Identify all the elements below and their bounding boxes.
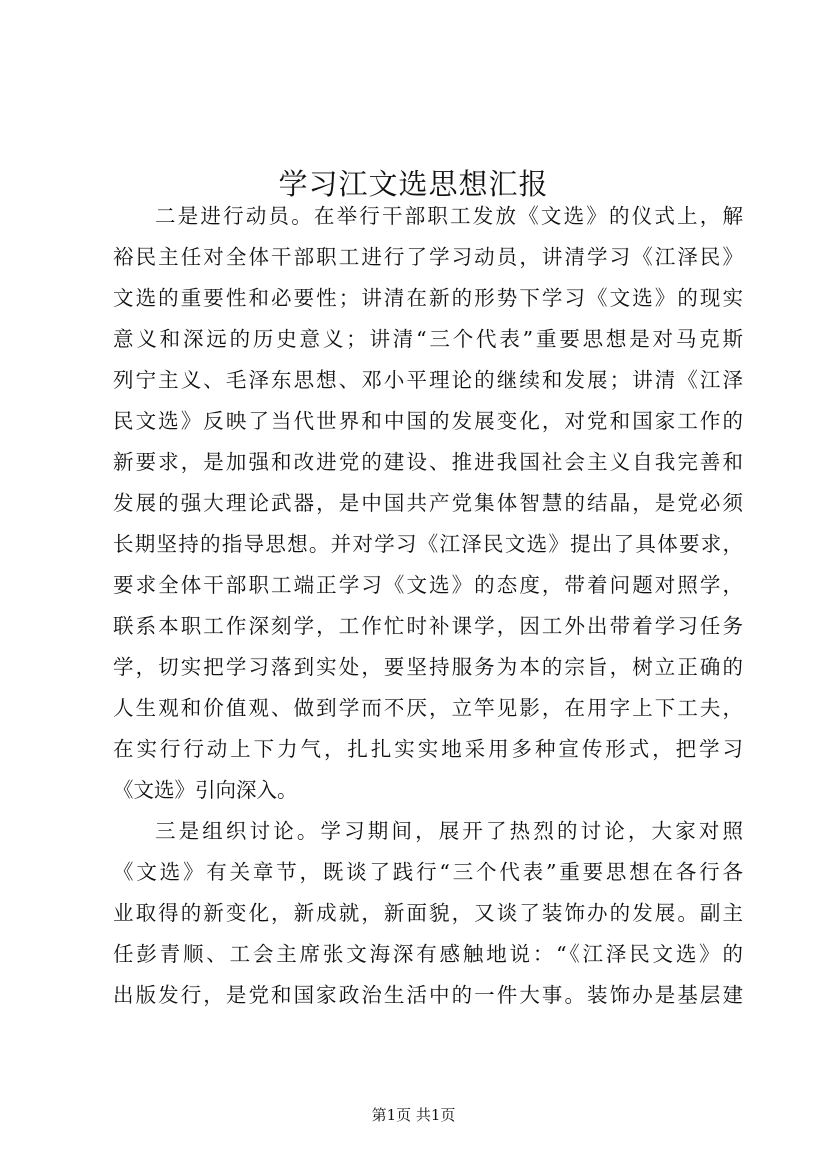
paragraph-line: 《文选》有关章节，既谈了践行“三个代表”重要思想在各行各 bbox=[113, 860, 743, 884]
paragraph-line: 人生观和价值观、做到学而不厌，立竿见影，在用字上下工夫， bbox=[113, 696, 743, 720]
page-footer: 第1页 共1页 bbox=[371, 1106, 456, 1124]
paragraph-line: 长期坚持的指导思想。并对学习《江泽民文选》提出了具体要求， bbox=[113, 532, 743, 556]
paragraph-line: 学，切实把学习落到实处，要坚持服务为本的宗旨，树立正确的 bbox=[113, 655, 743, 679]
paragraph-line: 三是组织讨论。学习期间，展开了热烈的讨论，大家对照 bbox=[155, 819, 743, 843]
document-title: 学习江文选思想汇报 bbox=[278, 167, 549, 202]
paragraph-line: 在实行行动上下力气，扎扎实实地采用多种宣传形式，把学习 bbox=[113, 737, 743, 761]
document-body bbox=[113, 196, 743, 1016]
paragraph-line: 列宁主义、毛泽东思想、邓小平理论的继续和发展；讲清《江泽 bbox=[113, 368, 743, 392]
paragraph-line: 《文选》引向深入。 bbox=[113, 778, 298, 802]
paragraph-line: 发展的强大理论武器，是中国共产党集体智慧的结晶，是党必须 bbox=[113, 491, 743, 515]
paragraph-line: 要求全体干部职工端正学习《文选》的态度，带着问题对照学， bbox=[113, 573, 743, 597]
paragraph-line: 出版发行，是党和国家政治生活中的一件大事。装饰办是基层建 bbox=[113, 983, 743, 1007]
paragraph-line: 文选的重要性和必要性；讲清在新的形势下学习《文选》的现实 bbox=[113, 286, 743, 310]
paragraph-line: 民文选》反映了当代世界和中国的发展变化，对党和国家工作的 bbox=[113, 409, 743, 433]
paragraph-line: 业取得的新变化，新成就，新面貌，又谈了装饰办的发展。副主 bbox=[113, 901, 743, 925]
paragraph-line: 联系本职工作深刻学，工作忙时补课学，因工外出带着学习任务 bbox=[113, 614, 743, 638]
paragraph-line: 新要求，是加强和改进党的建设、推进我国社会主义自我完善和 bbox=[113, 450, 743, 474]
paragraph-line: 意义和深远的历史意义；讲清“三个代表”重要思想是对马克斯 bbox=[113, 327, 743, 351]
paragraph-line: 二是进行动员。在举行干部职工发放《文选》的仪式上，解 bbox=[155, 204, 743, 228]
paragraph-line: 任彭青顺、工会主席张文海深有感触地说：“《江泽民文选》的 bbox=[113, 942, 743, 966]
paragraph-line: 裕民主任对全体干部职工进行了学习动员，讲清学习《江泽民》 bbox=[113, 245, 743, 269]
